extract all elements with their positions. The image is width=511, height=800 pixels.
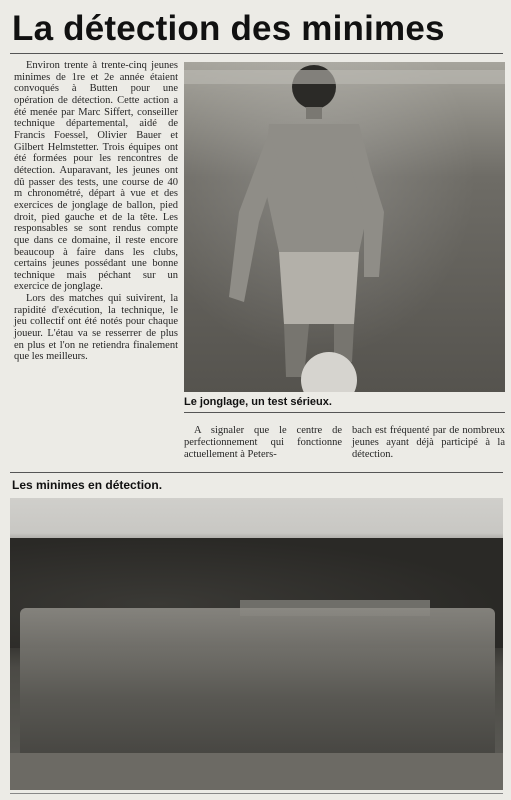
top-rule xyxy=(10,53,503,54)
photo-caption: Le jonglage, un test sérieux. xyxy=(184,396,332,408)
pitch xyxy=(10,753,503,790)
team-photo-caption: Les minimes en détection. xyxy=(12,478,163,492)
body-paragraph-1: Environ trente à trente-cinq jeunes minimes de 1re et 2e année étaient convoqués à Butten pour une opération de détection. Cette action a été menée par Marc Siffert, conseiller technique départemental, aidé de Francis Foessel, Olivier Bauer et Gilbert Helmstetter. Trois équipes ont été formées pour les rencontres de détection. Auparavant, les jeunes ont dû passer des tests, une course de 40 m chronométré, départ à vue et des exercices de jonglage de ballon, pied droit, pied gauche et de la tête. Les responsables se sont rendus compte que dans ce domaine, il reste encore beaucoup à faire dans les clubs, certains jeunes possédant une bonne technique mais péchant sur un exercice de jonglage. xyxy=(14,60,178,293)
team-photo xyxy=(10,498,503,790)
juggling-player-figure xyxy=(184,62,505,392)
body-paragraph-2: Lors des matches qui suivirent, la rapidité d'exécution, la technique, le jeu collectif ont été notés pour chaque joueur. L'étau va se resserrer de plus en plus et l'on ne retiendra finalement que les meilleurs. xyxy=(14,293,178,363)
player-group xyxy=(20,608,495,758)
continuation-text-right: bach est fréquenté par de nombreux jeunes ayant déjà participé à la détection. xyxy=(352,425,505,460)
continuation-text-left: A signaler que le centre de perfectionnement qui fonctionne actuellement à Peters- xyxy=(184,425,342,460)
article-body xyxy=(14,60,178,363)
section-rule xyxy=(10,472,503,473)
photo-background-strip xyxy=(184,70,505,84)
headline: La détection des minimes xyxy=(12,9,445,48)
caption-rule xyxy=(184,412,505,413)
juggling-photo xyxy=(184,62,505,392)
bottom-rule xyxy=(10,793,503,794)
article-continuation-left xyxy=(184,425,342,460)
article-continuation-right xyxy=(352,425,505,460)
